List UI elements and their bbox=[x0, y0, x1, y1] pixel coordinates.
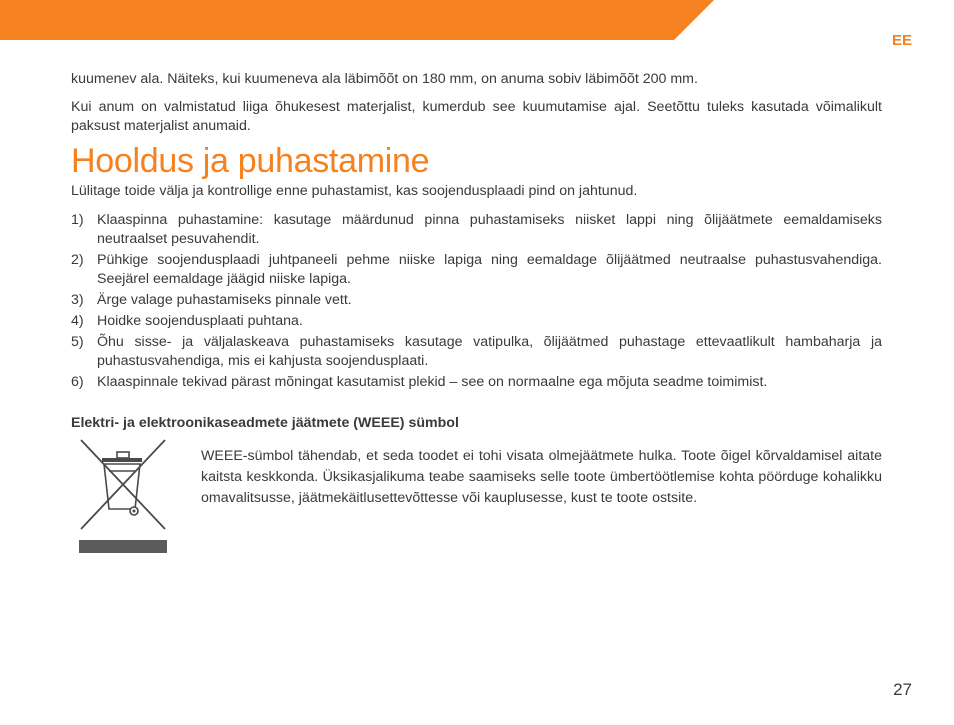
list-item bbox=[71, 291, 882, 310]
list-item-text: Klaaspinna puhastamine: kasutage määrdunud pinna puhastamiseks niisket lappi ning õlijäätmete eemaldamiseks neutraalset pesuvahendit. bbox=[97, 212, 882, 247]
list-item bbox=[71, 373, 882, 392]
paragraph-2: Kui anum on valmistatud liiga õhukesest materjalist, kumerdub see kuumutamise ajal. Seetõttu tuleks kasutada võimalikult paksust materjalist anumaid. bbox=[71, 99, 882, 134]
header-accent-bar bbox=[0, 0, 954, 40]
page-number: 27 bbox=[893, 680, 912, 699]
list-item bbox=[71, 251, 882, 289]
list-item-text: Hoidke soojendusplaati puhtana. bbox=[97, 313, 303, 329]
list-item-text: Pühkige soojendusplaadi juhtpaneeli pehme niiske lapiga ning eemaldage õlijäätmed neutraalse puhastusvahendiga. Seejärel eemaldage jäägid niiske lapiga. bbox=[97, 252, 882, 287]
list-item-number: 6) bbox=[71, 374, 84, 390]
list-item-number: 2) bbox=[71, 252, 84, 268]
list-item bbox=[71, 333, 882, 371]
weee-section bbox=[71, 437, 882, 557]
list-item-number: 5) bbox=[71, 334, 84, 350]
page-content bbox=[71, 70, 882, 557]
section-title: Hooldus ja puhastamine bbox=[71, 142, 430, 180]
weee-title: Elektri- ja elektroonikaseadmete jäätmete (WEEE) sümbol bbox=[71, 415, 459, 431]
list-item-number: 4) bbox=[71, 313, 84, 329]
list-item-number: 1) bbox=[71, 212, 84, 228]
list-item bbox=[71, 211, 882, 249]
paragraph-1: kuumenev ala. Näiteks, kui kuumeneva ala läbimõõt on 180 mm, on anuma sobiv läbimõõt 200 mm. bbox=[71, 71, 698, 87]
list-item-number: 3) bbox=[71, 292, 84, 308]
language-code: EE bbox=[891, 32, 912, 49]
list-item-text: Õhu sisse- ja väljalaskeava puhastamiseks kasutage vatipulka, õlijäätmed puhastage ettevaatlikult hambaharja ja puhastusvahendiga, mis ei kahjusta soojendusplaati. bbox=[97, 334, 882, 369]
crossed-out-wheelie-bin-icon bbox=[78, 437, 168, 553]
list-item-text: Ärge valage puhastamiseks pinnale vett. bbox=[97, 292, 352, 308]
section-intro: Lülitage toide välja ja kontrollige enne puhastamist, kas soojendusplaadi pind on jahtunud. bbox=[71, 183, 638, 199]
weee-description bbox=[201, 446, 882, 509]
cleaning-steps-list bbox=[71, 211, 882, 392]
weee-text: WEEE-sümbol tähendab, et seda toodet ei tohi visata olmejäätmete hulka. Toote õigel kõrvaldamisel aitate kaitsta keskkonda. Üksikasjalikuma teabe saamiseks selle toote ümbertöötlemise kohta pöörduge kohalikku omavalitsusse, jäätmekäitlusettevõttesse või kauplusesse, kust te toote ostsite. bbox=[201, 448, 882, 506]
list-item-text: Klaaspinnale tekivad pärast mõningat kasutamist plekid – see on normaalne ega mõjuta seadme toimimist. bbox=[97, 374, 768, 390]
list-item bbox=[71, 312, 882, 331]
